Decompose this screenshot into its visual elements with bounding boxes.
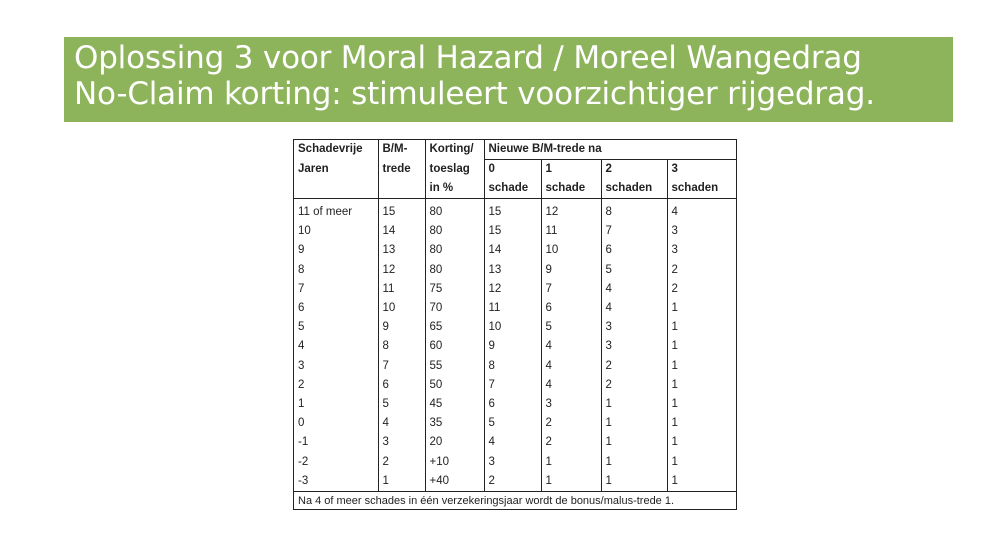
header-sub-2-label: schaden	[601, 179, 667, 199]
table-row	[294, 318, 736, 337]
table-cell: 5	[484, 414, 541, 433]
table-cell: 15	[378, 203, 425, 222]
table-cell: 80	[425, 241, 484, 260]
header-sub-2-num: 2	[601, 160, 667, 180]
table-cell: 65	[425, 318, 484, 337]
table-cell: 1	[667, 318, 736, 337]
table-cell: 80	[425, 203, 484, 222]
table-footnote: Na 4 of meer schades in één verzekeringsjaar wordt de bonus/malus-trede 1.	[294, 492, 736, 511]
table-cell: 4	[298, 340, 305, 353]
table-cell: 4	[378, 414, 425, 433]
table-row	[294, 472, 736, 492]
table-cell: 9	[541, 261, 601, 280]
title-line-2: No-Claim korting: stimuleert voorzichtiger rijgedrag.	[74, 76, 875, 112]
header-sub-0-label: schade	[484, 179, 541, 199]
table-cell: 3	[601, 337, 667, 356]
table-cell: 7	[298, 282, 305, 295]
table-cell: 1	[601, 453, 667, 472]
table-row	[294, 453, 736, 472]
table-cell: 1	[601, 472, 667, 492]
header-trede: trede	[378, 160, 425, 180]
table-cell: 8	[484, 357, 541, 376]
table-cell: 4	[541, 376, 601, 395]
table-cell: 10	[298, 225, 311, 238]
table-cell: 11 of meer	[298, 206, 353, 218]
table-cell: 14	[484, 241, 541, 260]
table-cell: 9	[298, 244, 305, 257]
table-row	[294, 357, 736, 376]
table-cell: 55	[425, 357, 484, 376]
table-cell: -1	[298, 436, 309, 449]
table-cell: 3	[601, 318, 667, 337]
table-cell: 8	[378, 337, 425, 356]
table-cell: 3	[541, 395, 601, 414]
table-cell: 1	[667, 376, 736, 395]
table-cell: 2	[541, 433, 601, 452]
header-in-pct: in %	[425, 179, 484, 199]
table-cell: 1	[667, 414, 736, 433]
table-row	[294, 203, 736, 222]
table-row	[294, 433, 736, 452]
table-row	[294, 414, 736, 433]
table-cell: 1	[541, 472, 601, 492]
table-cell: 1	[667, 357, 736, 376]
table-cell: 1	[667, 472, 736, 492]
table-cell: 1	[541, 453, 601, 472]
table-cell: 12	[541, 203, 601, 222]
table-cell: 6	[298, 302, 305, 315]
table-cell: 2	[378, 453, 425, 472]
table-cell: 13	[484, 261, 541, 280]
table-row	[294, 337, 736, 356]
table-cell: 80	[425, 261, 484, 280]
table-cell: 1	[378, 472, 425, 492]
table-cell: 5	[541, 318, 601, 337]
table-cell: 2	[484, 472, 541, 492]
table-cell: 2	[601, 357, 667, 376]
table-cell: 0	[298, 417, 305, 430]
header-blank-1	[294, 179, 378, 199]
table-cell: 2	[667, 280, 736, 299]
table-cell: 50	[425, 376, 484, 395]
table-cell: 5	[601, 261, 667, 280]
table-cell: 13	[378, 241, 425, 260]
table-row	[294, 299, 736, 318]
table-cell: 3	[298, 359, 305, 372]
table-cell: 3	[378, 433, 425, 452]
table-cell: 1	[601, 395, 667, 414]
table-cell: -3	[298, 474, 309, 487]
table-cell: 1	[667, 433, 736, 452]
header-schadevrije: Schadevrije	[298, 143, 363, 155]
table-cell: 14	[378, 222, 425, 241]
table-cell: 4	[601, 280, 667, 299]
table-cell: 7	[541, 280, 601, 299]
table-cell: 45	[425, 395, 484, 414]
table-cell: 75	[425, 280, 484, 299]
header-jaren: Jaren	[298, 162, 329, 175]
table-cell: 8	[298, 263, 305, 276]
bonus-malus-table	[293, 139, 737, 510]
table-cell: 10	[378, 299, 425, 318]
table-cell: 80	[425, 222, 484, 241]
table-cell: 2	[298, 378, 305, 391]
table-cell: 7	[484, 376, 541, 395]
table-cell: 1	[667, 337, 736, 356]
table-cell: 70	[425, 299, 484, 318]
table-cell: 1	[667, 395, 736, 414]
table-cell: 4	[484, 433, 541, 452]
table-cell: 3	[667, 222, 736, 241]
table-cell: 2	[541, 414, 601, 433]
header-blank-2	[378, 179, 425, 199]
table-cell: 2	[667, 261, 736, 280]
table-cell: 7	[378, 357, 425, 376]
header-sub-1-label: schade	[541, 179, 601, 199]
table-cell: 8	[601, 203, 667, 222]
table-row	[294, 395, 736, 414]
table-row	[294, 376, 736, 395]
table-cell: 12	[484, 280, 541, 299]
table-cell: 20	[425, 433, 484, 452]
header-korting: Korting/	[425, 140, 484, 160]
table-cell: 1	[298, 398, 305, 411]
table-cell: 1	[667, 453, 736, 472]
table-cell: 3	[667, 241, 736, 260]
table-cell: 12	[378, 261, 425, 280]
table-cell: 3	[484, 453, 541, 472]
table-cell: 6	[378, 376, 425, 395]
header-sub-3-num: 3	[667, 160, 736, 180]
title-line-1: Oplossing 3 voor Moral Hazard / Moreel Wangedrag	[74, 40, 862, 76]
table-cell: -2	[298, 455, 309, 468]
header-nieuwe-trede: Nieuwe B/M-trede na	[484, 140, 736, 160]
table-cell: 2	[601, 376, 667, 395]
table-cell: 4	[667, 203, 736, 222]
table-cell: 9	[484, 337, 541, 356]
table-cell: 35	[425, 414, 484, 433]
table-cell: 4	[601, 299, 667, 318]
table-cell: 11	[484, 299, 541, 318]
table-cell: 11	[541, 222, 601, 241]
header-sub-3-label: schaden	[667, 179, 736, 199]
table-cell: 9	[378, 318, 425, 337]
header-bm: B/M-	[378, 140, 425, 160]
header-sub-0-num: 0	[484, 160, 541, 180]
table-cell: 6	[484, 395, 541, 414]
table-cell: 15	[484, 222, 541, 241]
header-toeslag: toeslag	[425, 160, 484, 180]
table-cell: 1	[601, 414, 667, 433]
table-cell: 10	[541, 241, 601, 260]
header-sub-1-num: 1	[541, 160, 601, 180]
table-row	[294, 280, 736, 299]
table-cell: 1	[667, 299, 736, 318]
table-cell: 60	[425, 337, 484, 356]
table-cell: 15	[484, 203, 541, 222]
table-cell: 4	[541, 337, 601, 356]
table-row	[294, 241, 736, 260]
table-cell: 6	[601, 241, 667, 260]
table-cell: 10	[484, 318, 541, 337]
table-cell: 11	[378, 280, 425, 299]
table-cell: 6	[541, 299, 601, 318]
table-body	[294, 203, 736, 492]
table-cell: +40	[425, 472, 484, 492]
slide-title	[64, 37, 953, 122]
table-cell: 7	[601, 222, 667, 241]
table-cell: 4	[541, 357, 601, 376]
table-row	[294, 222, 736, 241]
table-cell: 5	[298, 321, 305, 334]
table-row	[294, 261, 736, 280]
table-cell: 5	[378, 395, 425, 414]
table-cell: 1	[601, 433, 667, 452]
table-cell: +10	[425, 453, 484, 472]
